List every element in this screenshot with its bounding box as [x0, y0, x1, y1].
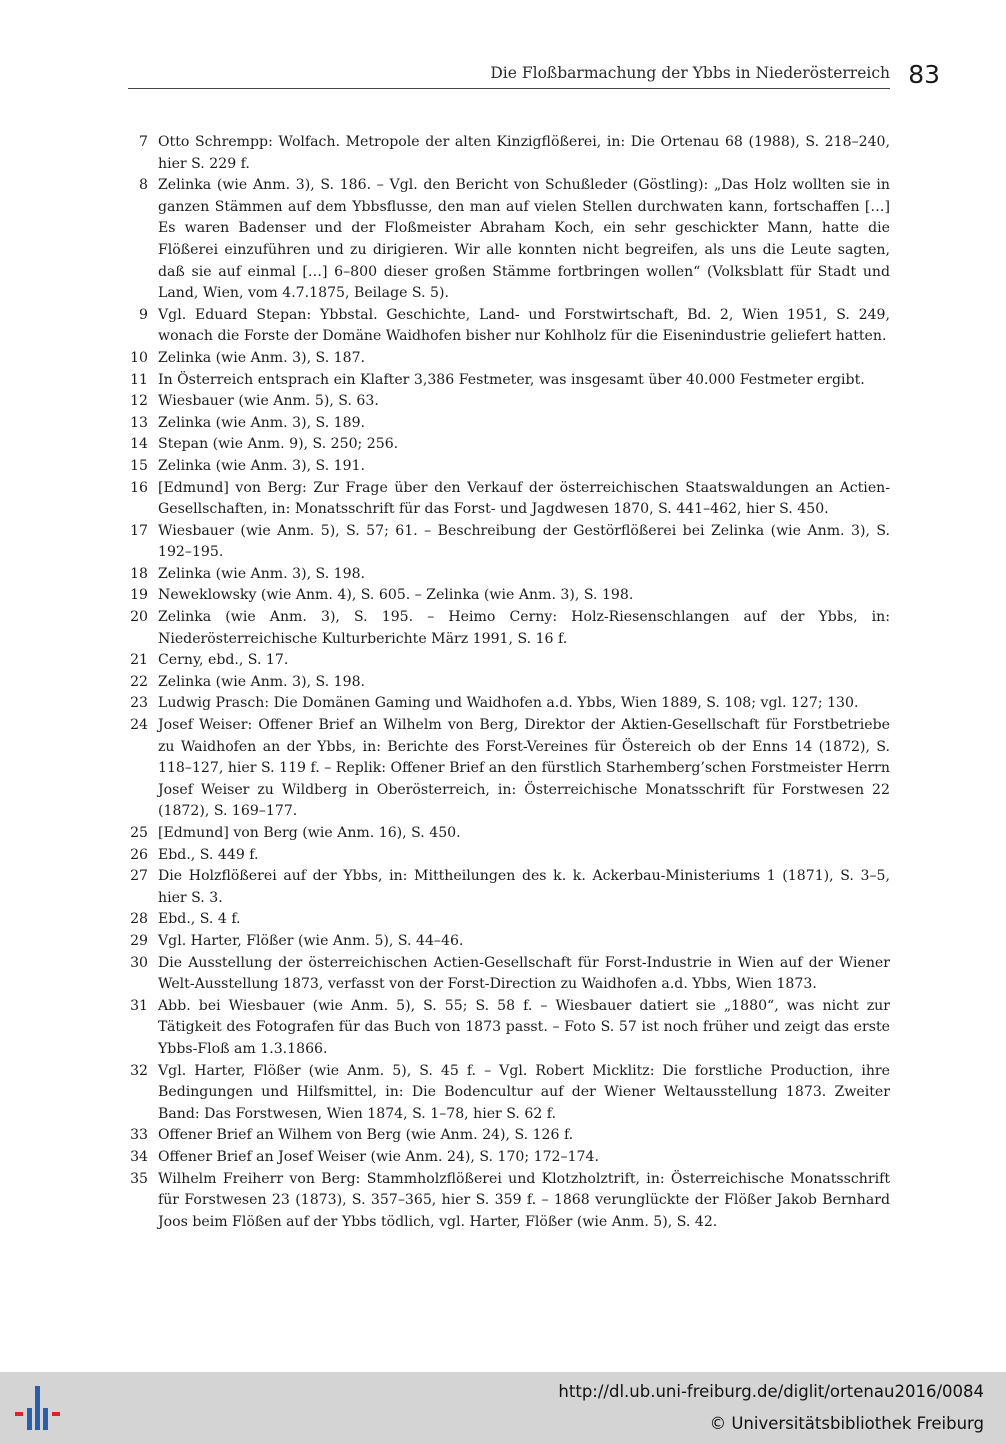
copyright-text: © Universitätsbibliothek Freiburg	[709, 1414, 984, 1433]
endnote-15	[124, 456, 890, 478]
endnote-number: 13	[130, 414, 148, 431]
endnote-28	[124, 909, 890, 931]
endnote-number: 15	[130, 457, 148, 474]
endnote-text: Zelinka (wie Anm. 3), S. 198.	[158, 565, 366, 582]
endnote-21	[124, 650, 890, 672]
endnote-11	[124, 370, 890, 392]
endnote-19	[124, 585, 890, 607]
endnote-16	[124, 478, 890, 521]
ub-freiburg-logo-icon	[12, 1384, 64, 1432]
endnote-text: Ludwig Prasch: Die Domänen Gaming und Waidhofen a.d. Ybbs, Wien 1889, S. 108; vgl. 127; 130.	[158, 695, 859, 712]
endnote-text: Vgl. Harter, Flößer (wie Anm. 5), S. 45 f. – Vgl. Robert Micklitz: Die forstliche Production, ihre Bedingungen und Hilfsmittel, in: Die Bodencultur auf der Wiener Weltausstellung 1873. Zweiter Band: Das Forstwesen, Wien 1874, S. 1–78, hier S. 62 f.	[158, 1062, 890, 1122]
endnote-text: Vgl. Harter, Flößer (wie Anm. 5), S. 44–46.	[158, 932, 464, 949]
endnote-25	[124, 823, 890, 845]
endnote-number: 17	[130, 522, 148, 539]
endnote-text: Die Holzflößerei auf der Ybbs, in: Mittheilungen des k. k. Ackerbau-Ministeriums 1 (1871), S. 3–5, hier S. 3.	[158, 868, 890, 906]
endnote-18	[124, 564, 890, 586]
endnote-26	[124, 845, 890, 867]
endnote-number: 23	[130, 695, 148, 712]
endnote-23	[124, 693, 890, 715]
endnote-10	[124, 348, 890, 370]
endnote-text: [Edmund] von Berg (wie Anm. 16), S. 450.	[158, 825, 461, 841]
endnote-number: 22	[130, 673, 148, 690]
endnote-number: 18	[130, 565, 148, 582]
endnote-number: 19	[130, 587, 148, 604]
endnote-number: 14	[130, 436, 148, 453]
endnote-number: 11	[130, 371, 148, 388]
endnote-text: Zelinka (wie Anm. 3), S. 186. – Vgl. den Bericht von Schußleder (Göstling): „Das Holz wollten sie in ganzen Stämmen auf dem Ybbsflusse, den man auf vielen Stellen durchwaten kann, fortschaffen […] Es waren Badenser und der Floßmeister Abraham Koch, ein sehr geschickter Mann, hatte die Flößerei einzuführen und zu dirigieren. Wir alle konnten nicht begreifen, als uns die Leute sagten, daß sie auf einmal […] 6–800 dieser großen Stämme fortbringen wollen“ (Volksblatt für Stadt und Land, Wien, vom 4.7.1875, Beilage S. 5).	[158, 177, 890, 302]
endnote-number: 33	[130, 1127, 148, 1144]
endnote-14	[124, 434, 890, 456]
endnote-32	[124, 1061, 890, 1126]
footer-bar	[0, 1372, 1006, 1444]
endnote-22	[124, 672, 890, 694]
endnote-number: 30	[130, 954, 148, 971]
endnote-number: 29	[130, 932, 148, 949]
endnote-number: 20	[130, 609, 148, 626]
endnote-text: Ebd., S. 4 f.	[158, 911, 241, 928]
endnote-20	[124, 607, 890, 650]
endnote-text: Cerny, ebd., S. 17.	[158, 652, 289, 669]
endnote-text: Zelinka (wie Anm. 3), S. 189.	[158, 414, 366, 431]
endnote-text: Die Ausstellung der österreichischen Actien-Gesellschaft für Forst-Industrie in Wien auf der Wiener Welt-Ausstellung 1873, verfasst von der Forst-Direction zu Waidhofen a.d. Ybbs, Wien 1873.	[158, 954, 890, 993]
endnote-text: Zelinka (wie Anm. 3), S. 187.	[158, 349, 366, 366]
endnote-text: Ebd., S. 449 f.	[158, 846, 259, 863]
running-title: Die Floßbarmachung der Ybbs in Niederösterreich	[490, 64, 890, 82]
endnote-text: Wilhelm Freiherr von Berg: Stammholzflößerei und Klotzholztrift, in: Österreichische Monatsschrift für Forstwesen 23 (1873), S. 357–365, hier S. 359 f. – 1868 verunglückte der Flößer Jakob Bernhard Joos beim Flößen auf der Ybbs tödlich, vgl. Harter, Flößer (wie Anm. 5), S. 42.	[158, 1170, 890, 1230]
endnote-text: Zelinka (wie Anm. 3), S. 195. – Heimo Cerny: Holz-Riesenschlangen auf der Ybbs, in: Niederösterreichische Kulturberichte März 1991, S. 16 f.	[158, 609, 890, 647]
endnote-number: 32	[130, 1062, 148, 1079]
endnote-text: Zelinka (wie Anm. 3), S. 191.	[158, 457, 366, 474]
endnote-number: 24	[130, 717, 148, 734]
header-rule	[128, 88, 890, 89]
endnote-number: 34	[130, 1148, 148, 1165]
endnote-number: 25	[130, 825, 148, 841]
endnote-29	[124, 931, 890, 953]
endnote-number: 16	[130, 479, 148, 496]
endnote-number: 10	[130, 349, 148, 366]
endnote-24	[124, 715, 890, 823]
endnote-27	[124, 866, 890, 909]
endnote-30	[124, 953, 890, 996]
running-header	[128, 58, 946, 94]
endnote-text: Vgl. Eduard Stepan: Ybbstal. Geschichte, Land- und Forstwirtschaft, Bd. 2, Wien 1951, S. 249, wonach die Forste der Domäne Waidhofen bisher nur Kohlholz für die Eisenindustrie geliefert hatten.	[158, 306, 890, 345]
endnote-number: 27	[130, 868, 148, 885]
endnote-17	[124, 521, 890, 564]
endnote-number: 31	[130, 997, 148, 1014]
endnote-text: Abb. bei Wiesbauer (wie Anm. 5), S. 55; S. 58 f. – Wiesbauer datiert sie „1880“, was nicht zur Tätigkeit des Fotografen für das Buch von 1873 passt. – Foto S. 57 ist noch früher und zeigt das erste Ybbs-Floß am 1.3.1866.	[158, 997, 890, 1057]
endnote-text: Otto Schrempp: Wolfach. Metropole der alten Kinzigflößerei, in: Die Ortenau 68 (1988), S. 218–240, hier S. 229 f.	[158, 134, 890, 172]
endnote-text: In Österreich entsprach ein Klafter 3,386 Festmeter, was insgesamt über 40.000 Festmeter ergibt.	[158, 371, 865, 388]
endnote-text: [Edmund] von Berg: Zur Frage über den Verkauf der österreichischen Staatswaldungen an Actien-Gesellschaften, in: Monatsschrift für das Forst- und Jagdwesen 1870, S. 441–462, hier S. 450.	[158, 479, 890, 518]
endnote-text: Wiesbauer (wie Anm. 5), S. 57; 61. – Beschreibung der Gestörflößerei bei Zelinka (wie Anm. 3), S. 192–195.	[158, 522, 890, 561]
endnote-number: 8	[139, 177, 148, 194]
endnote-text: Neweklowsky (wie Anm. 4), S. 605. – Zelinka (wie Anm. 3), S. 198.	[158, 587, 634, 604]
endnote-34	[124, 1147, 890, 1169]
endnote-12	[124, 391, 890, 413]
endnote-number: 28	[130, 911, 148, 928]
endnote-text: Offener Brief an Wilhem von Berg (wie Anm. 24), S. 126 f.	[158, 1127, 574, 1144]
endnote-33	[124, 1125, 890, 1147]
endnote-text: Offener Brief an Josef Weiser (wie Anm. 24), S. 170; 172–174.	[158, 1148, 599, 1165]
source-url-link[interactable]: http://dl.ub.uni-freiburg.de/diglit/ortenau2016/0084	[558, 1382, 984, 1401]
endnote-13	[124, 413, 890, 435]
page-number: 83	[908, 60, 940, 89]
endnote-9	[124, 305, 890, 348]
endnote-8	[124, 175, 890, 305]
endnote-number: 7	[139, 134, 148, 150]
endnote-number: 12	[130, 393, 148, 410]
endnote-text: Wiesbauer (wie Anm. 5), S. 63.	[158, 393, 379, 410]
endnote-number: 21	[130, 652, 148, 669]
endnote-number: 35	[130, 1170, 148, 1187]
endnote-text: Josef Weiser: Offener Brief an Wilhelm von Berg, Direktor der Aktien-Gesellschaft für Forstbetriebe zu Waidhofen an der Ybbs, in: Berichte des Forst-Vereines für Östereich ob der Enns 14 (1872), S. 118–127, hier S. 119 f. – Replik: Offener Brief an den fürstlich Starhemberg’schen Forstmeister Herrn Josef Weiser zu Wildberg in Oberösterreich, in: Österreichische Monatsschrift für Forstwesen 22 (1872), S. 169–177.	[158, 717, 890, 820]
endnotes-list	[124, 132, 890, 1233]
endnote-31	[124, 996, 890, 1061]
endnote-7	[124, 132, 890, 175]
endnote-text: Zelinka (wie Anm. 3), S. 198.	[158, 673, 366, 690]
endnote-number: 9	[139, 306, 148, 323]
endnote-35	[124, 1169, 890, 1234]
endnote-number: 26	[130, 846, 148, 863]
endnote-text: Stepan (wie Anm. 9), S. 250; 256.	[158, 436, 399, 453]
